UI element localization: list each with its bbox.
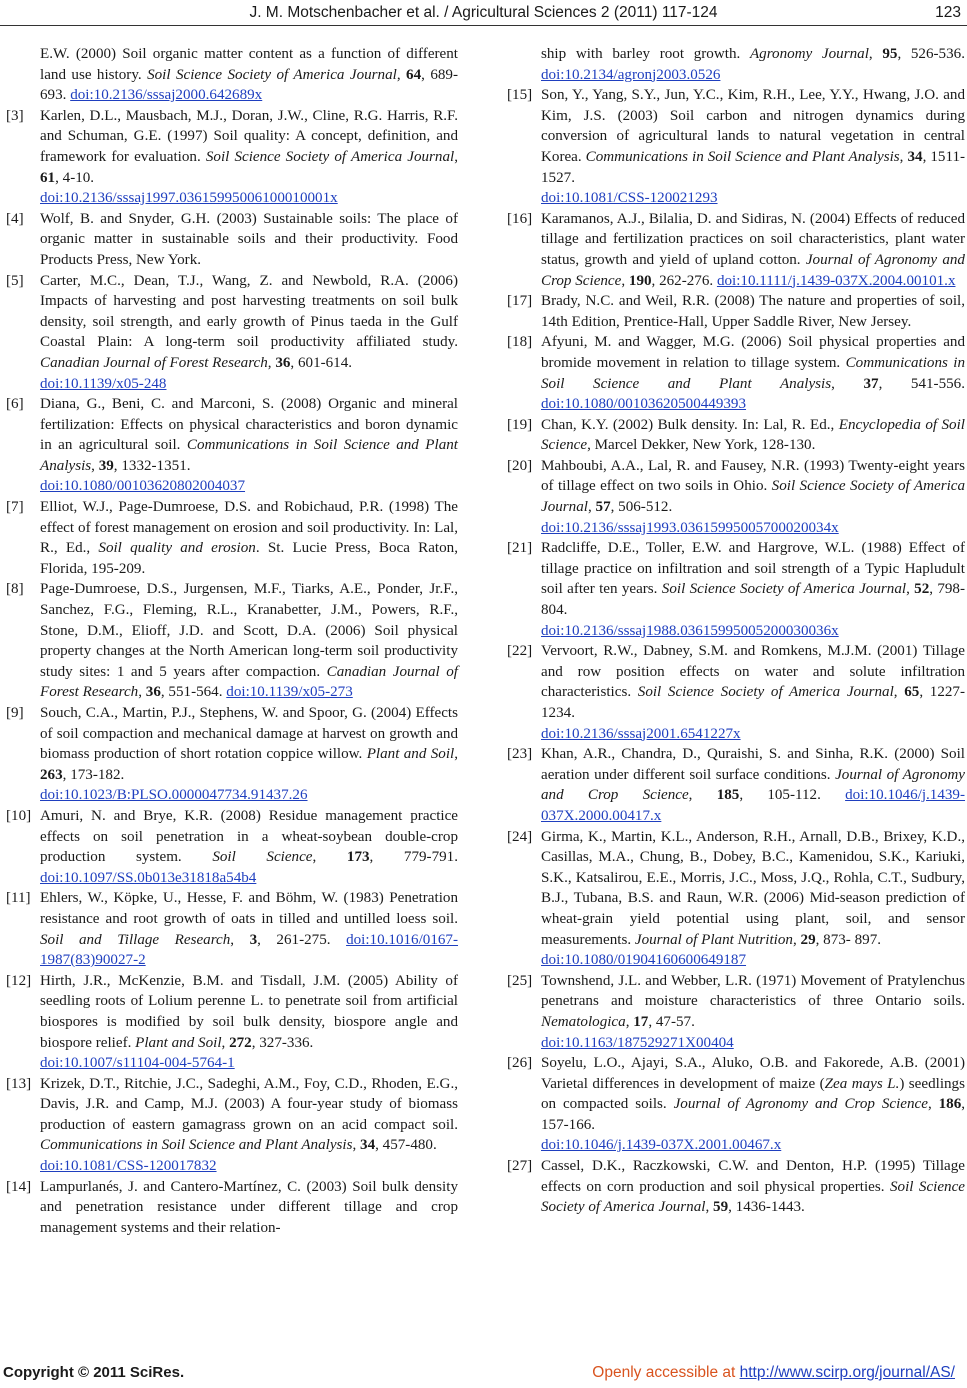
reference-12: [12] Hirth, J.R., McKenzie, B.M. and Tisdall, J.M. (2005) Ability of seedling roots of Lolium perenne L. to penetrate soil from artificial biospores is modified by soil bulk density, biospore angle and biospore relief. Plant and Soil, 272, 327-336. doi:10.1007/s11104-004-5764-1	[6, 972, 458, 1072]
reference-9: [9] Souch, C.A., Martin, P.J., Stephens, W. and Spoor, G. (2004) Effects of soil compaction and mechanical damage at harvest on growth and biomass production of short rotation coppice willow. Plant and Soil, 263, 173-182. doi:10.1023/B:PLSO.0000047734.91437.26	[6, 705, 458, 804]
doi-link[interactable]: doi:10.1080/00103620500449393	[541, 396, 747, 413]
reference-17: [17] Brady, N.C. and Weil, R.R. (2008) The nature and properties of soil, 14th Edition, Prentice-Hall, Upper Saddle River, New Jersey.	[507, 293, 965, 330]
doi-link[interactable]: doi:10.1016/0167-1987(83)90027-2	[40, 931, 459, 969]
page-number: 123	[935, 4, 961, 21]
doi-link[interactable]: doi:10.1139/x05-273	[226, 684, 353, 701]
page-footer	[0, 1364, 967, 1386]
reference-7: [7] Elliot, W.J., Page-Dumroese, D.S. and Robichaud, P.R. (1998) The effect of forest management on erosion and soil productivity. In: Lal, R., Ed., Soil quality and erosion. St. Lucie Press, Boca Raton, Florida, 195-209.	[6, 499, 458, 577]
right-column	[509, 44, 965, 1218]
reference-8: [8] Page-Dumroese, D.S., Jurgensen, M.F., Tiarks, A.E., Ponder, Jr.F., Sanchez, F.G., Fleming, R.L., Kranabetter, J.M., Powers, R.F., Stone, D.M., Elioff, J.D. and Scott, D.A. (2006) Soil physical property changes at the North American long-term soil productivity study sites: 1 and 5 years after compaction. Canadian Journal of Forest Research, 36, 551-564. doi:10.1139/x05-273	[6, 581, 458, 701]
doi-link[interactable]: doi:10.1139/x05-248	[40, 375, 167, 392]
doi-link[interactable]: doi:10.1097/SS.0b013e31818a54b4	[40, 869, 257, 886]
doi-link[interactable]: doi:10.1163/187529271X00404	[541, 1034, 734, 1051]
running-header: J. M. Motschenbacher et al. / Agricultural Sciences 2 (2011) 117-124	[249, 4, 718, 21]
open-access-notice: Openly accessible at http://www.scirp.org/journal/AS/	[592, 1364, 955, 1381]
doi-link[interactable]: doi:10.2134/agronj2003.0526	[541, 66, 721, 83]
reference-23: [23] Khan, A.R., Chandra, D., Quraishi, S. and Sinha, R.K. (2000) Soil aeration under different soil surface conditions. Journal of Agronomy and Crop Science, 185, 105-112. doi:10.1046/j.1439-037X.2000.00417.x	[507, 746, 966, 824]
left-column	[8, 44, 458, 1238]
reference-19: [19] Chan, K.Y. (2002) Bulk density. In: Lal, R. Ed., Encyclopedia of Soil Science, Marcel Dekker, New York, 128-130.	[507, 416, 965, 454]
reference-25: [25] Townshend, J.L. and Webber, L.R. (1971) Movement of Pratylenchus penetrans and moisture characteristics of three Ontario soils. Nematologica, 17, 47-57. doi:10.1163/187529271X00404	[507, 972, 965, 1051]
reference-6: [6] Diana, G., Beni, C. and Marconi, S. (2008) Organic and mineral fertilization: Effects on physical characteristics and boron dynamic in an agricultural soil. Communications in Soil Science and Plant Analysis, 39, 1332-1351. doi:10.1080/00103620802004037	[6, 396, 458, 495]
doi-link[interactable]: doi:10.1080/01904160600649187	[541, 952, 747, 969]
reference-18: [18] Afyuni, M. and Wagger, M.G. (2006) Soil physical properties and bromide movement in relation to tillage system. Communications in Soil Science and Plant Analysis, 37, 541-556. doi:10.1080/00103620500449393	[507, 334, 965, 413]
reference-3: [3] Karlen, D.L., Mausbach, M.J., Doran, J.W., Cline, R.G. Harris, R.F. and Schuman, G.E. (1997) Soil quality: A concept, definition, and framework for evaluation. Soil Science Society of America Journal, 61, 4-10. doi:10.2136/sssaj1997.03615995006100010001x	[6, 107, 458, 207]
reference-4: [4] Wolf, B. and Snyder, G.H. (2003) Sustainable soils: The place of organic matter in sustainable soils and their productivity. Food Products Press, New York.	[6, 210, 458, 268]
doi-link[interactable]: doi:10.2136/sssaj1993.03615995005700020034x	[541, 519, 839, 536]
doi-link[interactable]: doi:10.2136/sssaj1988.03615995005200030036x	[541, 622, 839, 639]
reference-27: [27] Cassel, D.K., Raczkowski, C.W. and Denton, H.P. (1995) Tillage effects on corn production and soil physical properties. Soil Science Society of America Journal, 59, 1436-1443.	[507, 1158, 965, 1216]
reference-20: [20] Mahboubi, A.A., Lal, R. and Fausey, N.R. (1993) Twenty-eight years of tillage effect on two soils in Ohio. Soil Science Society of America Journal, 57, 506-512. doi:10.2136/sssaj1993.03615995005700020034x	[507, 457, 966, 536]
reference-11: [11] Ehlers, W., Köpke, U., Hesse, F. and Böhm, W. (1983) Penetration resistance and root growth of oats in tilled and untilled loess soil. Soil and Tillage Research, 3, 261-275. doi:10.1016/0167-1987(83)90027-2	[6, 890, 459, 969]
doi-link[interactable]: doi:10.1081/CSS-120017832	[40, 1158, 217, 1175]
doi-link[interactable]: doi:10.1081/CSS-120021293	[541, 190, 718, 207]
reference-13: [13] Krizek, D.T., Ritchie, J.C., Sadeghi, A.M., Foy, C.D., Rhoden, E.G., Davis, J.R. and Camp, M.J. (2003) A four-year study of biomass production of eastern gamagrass grown on an acid compact soil. Communications in Soil Science and Plant Analysis, 34, 457-480. doi:10.1081/CSS-120017832	[6, 1075, 458, 1175]
doi-link[interactable]: doi:10.1111/j.1439-037X.2004.00101.x	[716, 272, 956, 289]
doi-link[interactable]: doi:10.2136/sssaj2000.642689x	[70, 87, 263, 104]
reference-5: [5] Carter, M.C., Dean, T.J., Wang, Z. and Newbold, R.A. (2006) Impacts of harvesting and post harvesting treatments on soil bulk density, soil strength, and early growth of Pinus taeda in the Gulf Coastal Plain: A long-term soil productivity affiliated study. Canadian Journal of Forest Research, 36, 601-614. doi:10.1139/x05-248	[6, 272, 458, 392]
reference-24: [24] Girma, K., Martin, K.L., Anderson, R.H., Arnall, D.B., Brixey, K.D., Casillas, M.A., Chung, B., Dobey, B.C., Kamenidou, S.K., Kariuki, S.K., Katsalirou, E.E., Morris, J.C., Moss, J.Q., Rohla, C.T., Sudbury, B.J., Tubana, B.S. and Raun, W.R. (2006) Mid-season prediction of wheat-grain yield potential using plant, soil, and sensor measurements. Journal of Plant Nutrition, 29, 873- 897. doi:10.1080/01904160600649187	[507, 828, 965, 969]
doi-link[interactable]: doi:10.1046/j.1439-037X.2000.00417.x	[541, 787, 966, 824]
reference-26: [26] Soyelu, L.O., Ajayi, S.A., Aluko, O.B. and Fakorede, A.B. (2001) Varietal differences in development of maize (Zea mays L.) seedlings on compacted soils. Journal of Agronomy and Crop Science, 186, 157-166. doi:10.1046/j.1439-037X.2001.00467.x	[507, 1055, 966, 1154]
doi-link[interactable]: doi:10.2136/sssaj1997.03615995006100010001x	[40, 190, 338, 207]
reference-continuation: E.W. (2000) Soil organic matter content as a function of different land use history. Soil Science Society of America Journal, 64, 689-693. doi:10.2136/sssaj2000.642689x	[40, 46, 458, 104]
reference-22: [22] Vervoort, R.W., Dabney, S.M. and Romkens, M.J.M. (2001) Tillage and row position effects on water and solute infiltration characteristics. Soil Science Society of America Journal, 65, 1227-1234. doi:10.2136/sssaj2001.6541227x	[507, 643, 965, 742]
doi-link[interactable]: doi:10.1007/s11104-004-5764-1	[40, 1055, 235, 1072]
doi-link[interactable]: doi:10.1046/j.1439-037X.2001.00467.x	[541, 1137, 782, 1154]
doi-link[interactable]: doi:10.1080/00103620802004037	[40, 478, 246, 495]
reference-21: [21] Radcliffe, D.E., Toller, E.W. and Hargrove, W.L. (1988) Effect of tillage practice on infiltration and soil strength of a Typic Hapludult soil after ten years. Soil Science Society of America Journal, 52, 798-804. doi:10.2136/sssaj1988.03615995005200030036x	[507, 540, 966, 639]
reference-continuation: ship with barley root growth. Agronomy Journal, 95, 526-536. doi:10.2134/agronj2003.0526	[541, 46, 965, 83]
header-rule	[0, 25, 967, 26]
doi-link[interactable]: doi:10.1023/B:PLSO.0000047734.91437.26	[40, 787, 308, 804]
doi-link[interactable]: doi:10.2136/sssaj2001.6541227x	[541, 725, 741, 742]
copyright-notice: Copyright © 2011 SciRes.	[3, 1364, 185, 1381]
reference-15: [15] Son, Y., Yang, S.Y., Jun, Y.C., Kim, R.H., Lee, Y.Y., Hwang, J.O. and Kim, J.S. (2003) Soil carbon and nitrogen dynamics during conversion of agricultural lands to natural vegetation in central Korea. Communications in Soil Science and Plant Analysis, 34, 1511-1527. doi:10.1081/CSS-120021293	[507, 87, 966, 207]
reference-10: [10] Amuri, N. and Brye, K.R. (2008) Residue management practice effects on soil penetration in a wheat-soybean double-crop production system. Soil Science, 173, 779-791. doi:10.1097/SS.0b013e31818a54b4	[6, 807, 458, 886]
journal-url-link[interactable]: http://www.scirp.org/journal/AS/	[739, 1364, 955, 1381]
reference-16: [16] Karamanos, A.J., Bilalia, D. and Sidiras, N. (2004) Effects of reduced tillage and fertilization practices on soil characteristics, plant water status, growth and yield of upland cotton. Journal of Agronomy and Crop Science, 190, 262-276. doi:10.1111/j.1439-037X.2004.00101.x	[507, 210, 965, 289]
page-header	[0, 2, 967, 22]
reference-14: [14] Lampurlanés, J. and Cantero-Martínez, C. (2003) Soil bulk density and penetration resistance under different tillage and crop management systems and their relation-	[6, 1178, 458, 1236]
